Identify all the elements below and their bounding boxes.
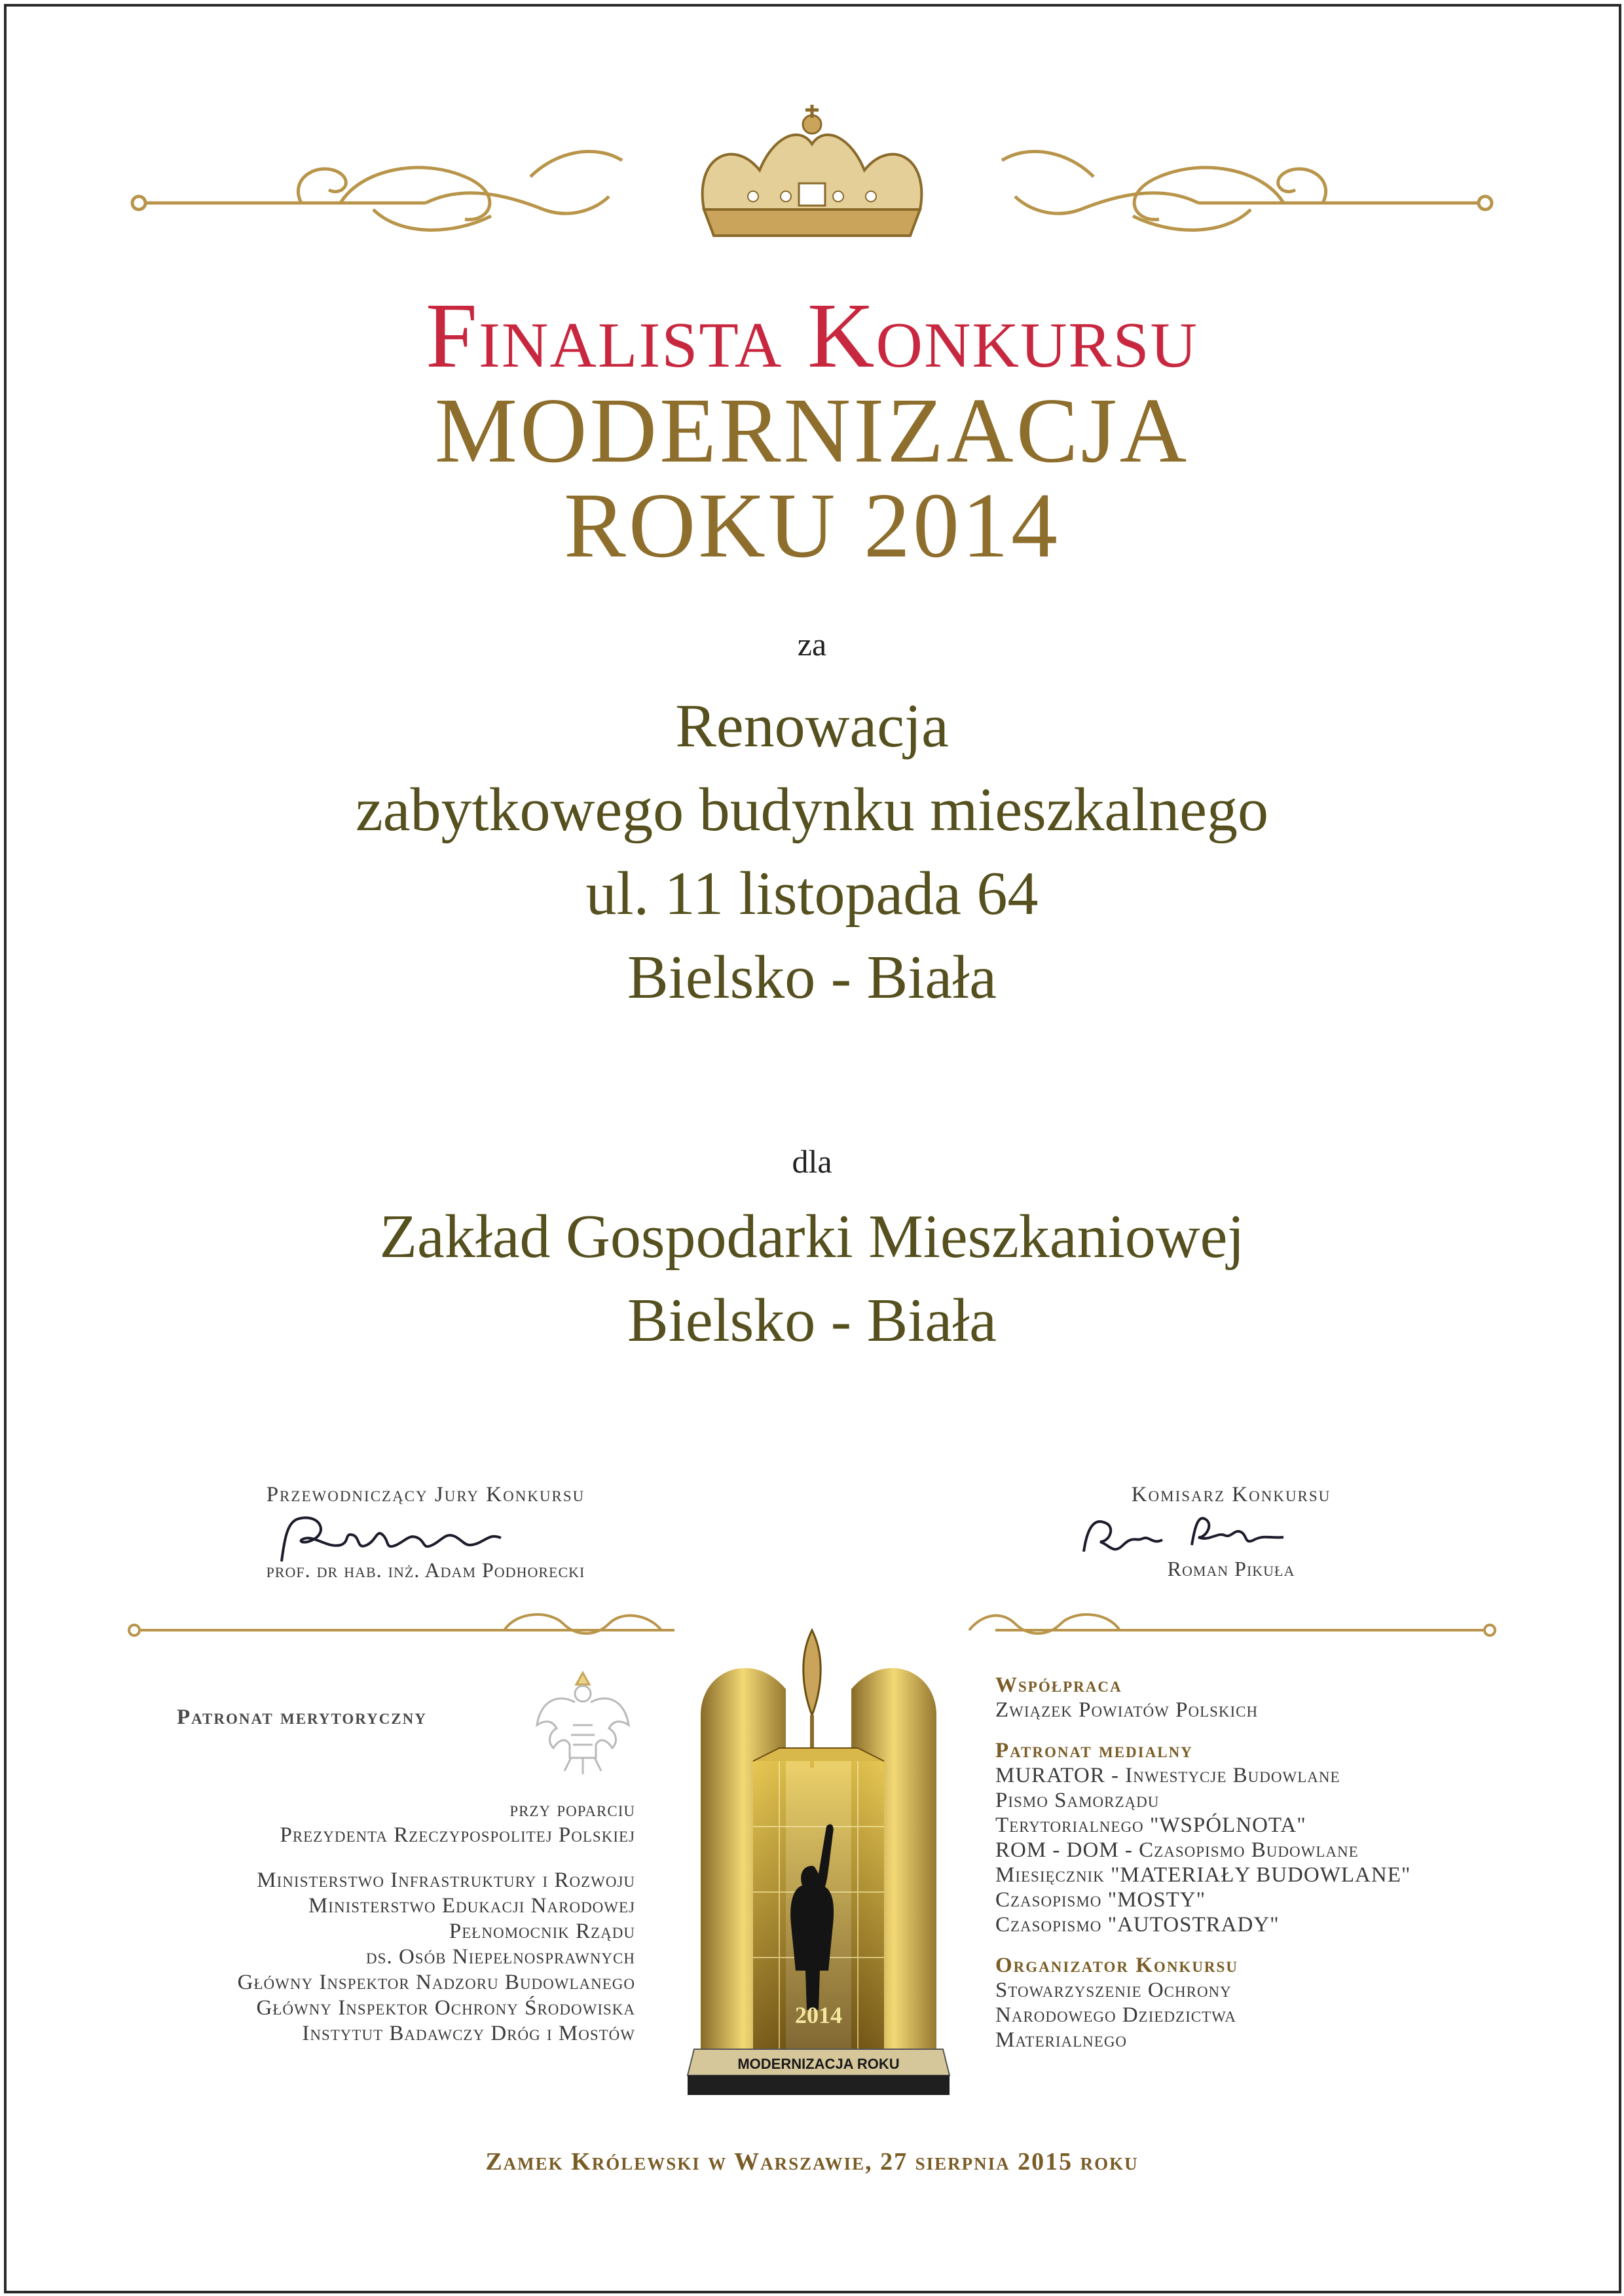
organizer-line: Materialnego (995, 2028, 1128, 2052)
to-label: dla (792, 1143, 832, 1180)
organizer-heading: Organizator Konkursu (995, 1954, 1238, 1977)
trophy-year: 2014 (795, 2002, 842, 2028)
organizer-line: Stowarzyszenie Ochrony (995, 1978, 1232, 2002)
institution-line: Ministerstwo Infrastruktury i Rozwoju (257, 1868, 635, 1892)
title-finalist: Finalista Konkursu (425, 283, 1199, 387)
media-line: Miesięcznik "MATERIAŁY BUDOWLANE" (995, 1863, 1411, 1887)
institution-line: Ministerstwo Edukacji Narodowej (308, 1894, 635, 1918)
institution-line: Pełnomocnik Rządu (449, 1920, 635, 1943)
crown-icon (703, 105, 922, 236)
cooperation-heading: Współpraca (995, 1673, 1122, 1697)
institution-line: Instytut Badawczy Dróg i Mostów (302, 2022, 635, 2045)
organizer-line: Narodowego Dziedzictwa (995, 2003, 1236, 2027)
jury-chair-title: Przewodniczący Jury Konkursu (266, 1483, 585, 1506)
media-heading: Patronat medialny (995, 1739, 1193, 1762)
media-line: Czasopismo "AUTOSTRADY" (995, 1913, 1280, 1937)
right-column (995, 1673, 1411, 2052)
jury-chair-name: prof. dr hab. inż. Adam Podhorecki (266, 1558, 585, 1582)
media-line: Terytorialnego "WSPÓLNOTA" (995, 1813, 1306, 1837)
recipient-line: Bielsko - Biała (627, 1286, 997, 1355)
project-line: zabytkowego budynku mieszkalnego (356, 776, 1268, 844)
commissioner-title: Komisarz Konkursu (1131, 1483, 1331, 1506)
support-line: Prezydenta Rzeczypospolitej Polskiej (280, 1823, 635, 1847)
institution-line: Główny Inspektor Ochrony Środowiska (256, 1996, 635, 2020)
patronage-heading: Patronat merytoryczny (177, 1705, 427, 1729)
project-line: Bielsko - Biała (627, 943, 997, 1011)
recipient (0, 1195, 1624, 1362)
for-label: za (797, 626, 827, 663)
support-line: przy poparciu (509, 1798, 635, 1821)
media-line: Pismo Samorządu (995, 1789, 1160, 1812)
media-line: ROM - DOM - Czasopismo Budowlane (995, 1838, 1359, 1862)
institution-line: ds. Osób Niepełnosprawnych (366, 1945, 635, 1969)
cooperation-line: Związek Powiatów Polskich (995, 1698, 1259, 1722)
crown-ornament (124, 98, 1500, 262)
media-line: Czasopismo "MOSTY" (995, 1888, 1206, 1912)
trophy-image (681, 1617, 956, 2102)
commissioner-name: Roman Pikuła (1167, 1557, 1295, 1580)
title-year: ROKU 2014 (564, 473, 1060, 577)
media-line: MURATOR - Inwestycje Budowlane (995, 1764, 1340, 1787)
eagle-emblem-icon (530, 1666, 635, 1777)
recipient-line: Zakład Gospodarki Mieszkaniowej (379, 1203, 1245, 1271)
trophy-plaque: MODERNIZACJA ROKU (737, 2056, 900, 2072)
footer-place-date: Zamek Królewski w Warszawie, 27 sierpnia 2015 roku (485, 2148, 1139, 2176)
project-name (0, 684, 1624, 1019)
institutions-block (238, 1868, 635, 2047)
project-line: Renowacja (675, 692, 949, 760)
project-line: ul. 11 listopada 64 (585, 860, 1039, 928)
title-modernization: MODERNIZACJA (434, 378, 1190, 482)
support-block (280, 1797, 635, 1848)
institution-line: Główny Inspektor Nadzoru Budowlanego (237, 1971, 635, 1994)
commissioner-signature (1074, 1506, 1323, 1565)
left-flourish (132, 151, 622, 230)
right-flourish (1002, 151, 1492, 230)
